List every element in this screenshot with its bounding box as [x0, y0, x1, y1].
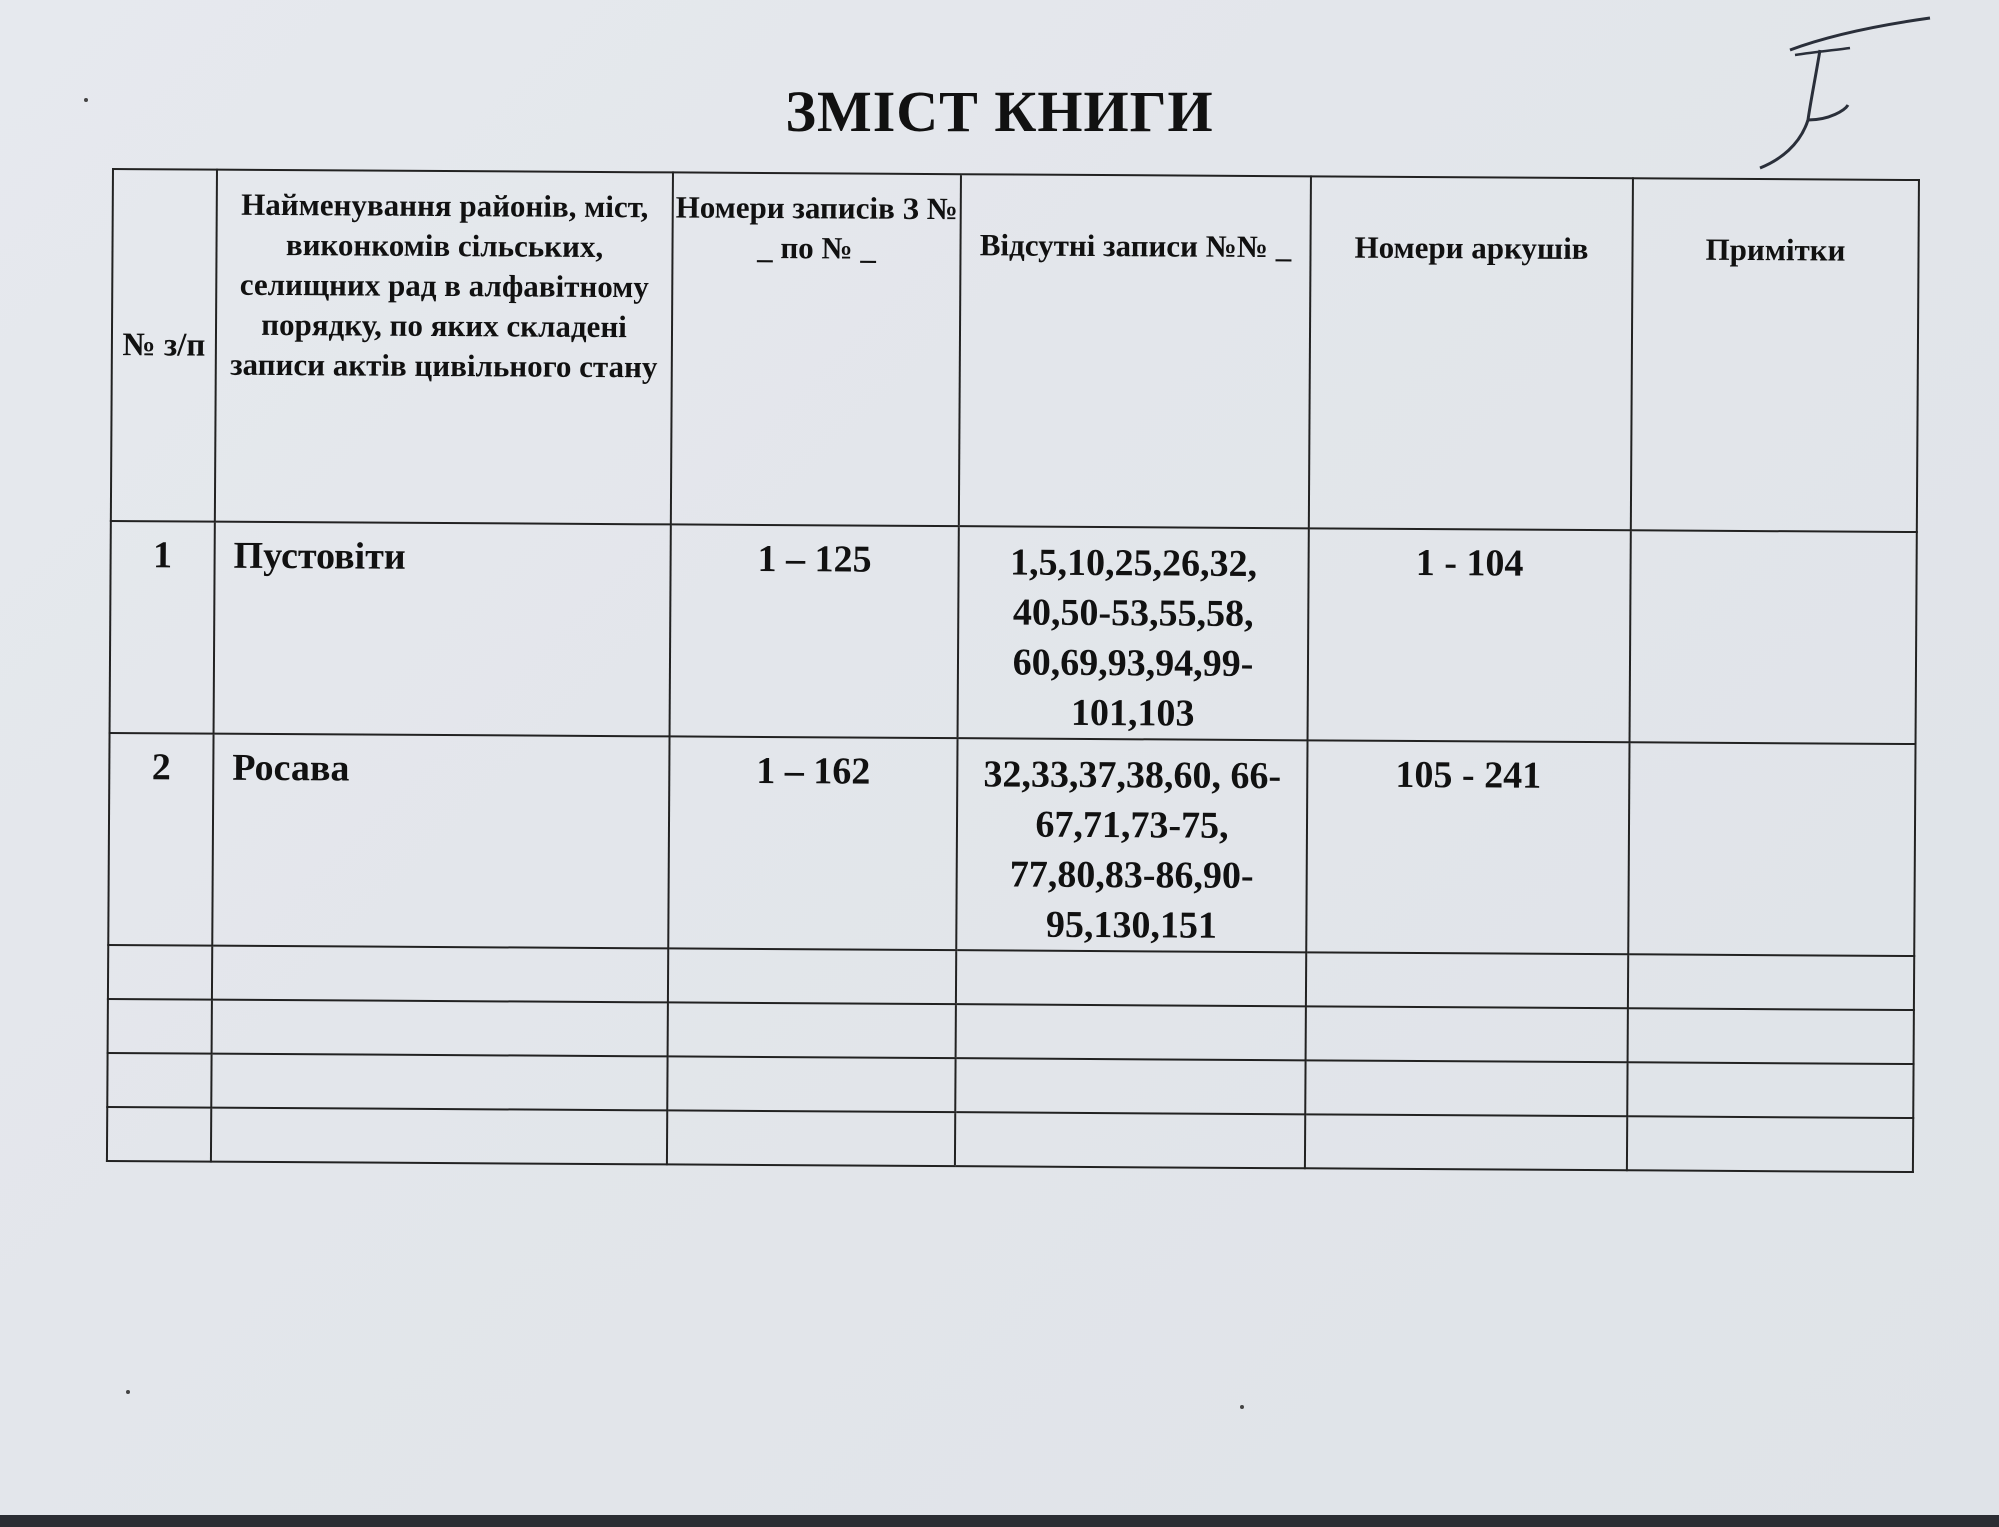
row-records: 1 – 125	[670, 524, 959, 738]
header-absent: Відсутні записи №№ _	[959, 174, 1311, 528]
contents-table-wrap	[106, 168, 1918, 1173]
contents-table	[106, 168, 1920, 1173]
header-name: Найменування районів, міст, виконкомів сільських, селищних рад в алфавітному порядку, по яких складені записи актів цивільного стану	[215, 170, 673, 525]
row-absent: 32,33,37,38,60, 66-67,71,73-75, 77,80,83-86,90- 95,130,151	[956, 738, 1307, 952]
row-notes	[1630, 530, 1917, 744]
row-name: Пустовіти	[214, 522, 671, 737]
row-name: Росава	[212, 734, 669, 949]
header-records: Номери записів З № _ по № _	[671, 172, 961, 526]
page-title: ЗМІСТ КНИГИ	[785, 79, 1214, 144]
row-num: 1	[110, 521, 215, 734]
table-row	[110, 521, 1917, 744]
row-num: 2	[108, 733, 213, 946]
table-row	[108, 733, 1915, 956]
speck	[126, 1390, 130, 1394]
table-header-row	[111, 169, 1919, 532]
header-sheets: Номери аркушів	[1309, 176, 1633, 530]
row-records: 1 – 162	[668, 736, 957, 950]
empty-row	[107, 1107, 1913, 1172]
handwritten-mark-icon	[1740, 10, 1940, 170]
row-notes	[1628, 742, 1915, 956]
header-num: № з/п	[111, 169, 217, 522]
row-sheets: 1 - 104	[1308, 528, 1631, 742]
row-sheets: 105 - 241	[1306, 740, 1629, 954]
header-notes: Примітки	[1631, 178, 1919, 532]
speck	[84, 98, 88, 102]
speck	[1240, 1405, 1244, 1409]
row-absent: 1,5,10,25,26,32, 40,50-53,55,58, 60,69,93,94,99- 101,103	[958, 526, 1309, 740]
page-bottom-edge	[0, 1515, 1999, 1527]
